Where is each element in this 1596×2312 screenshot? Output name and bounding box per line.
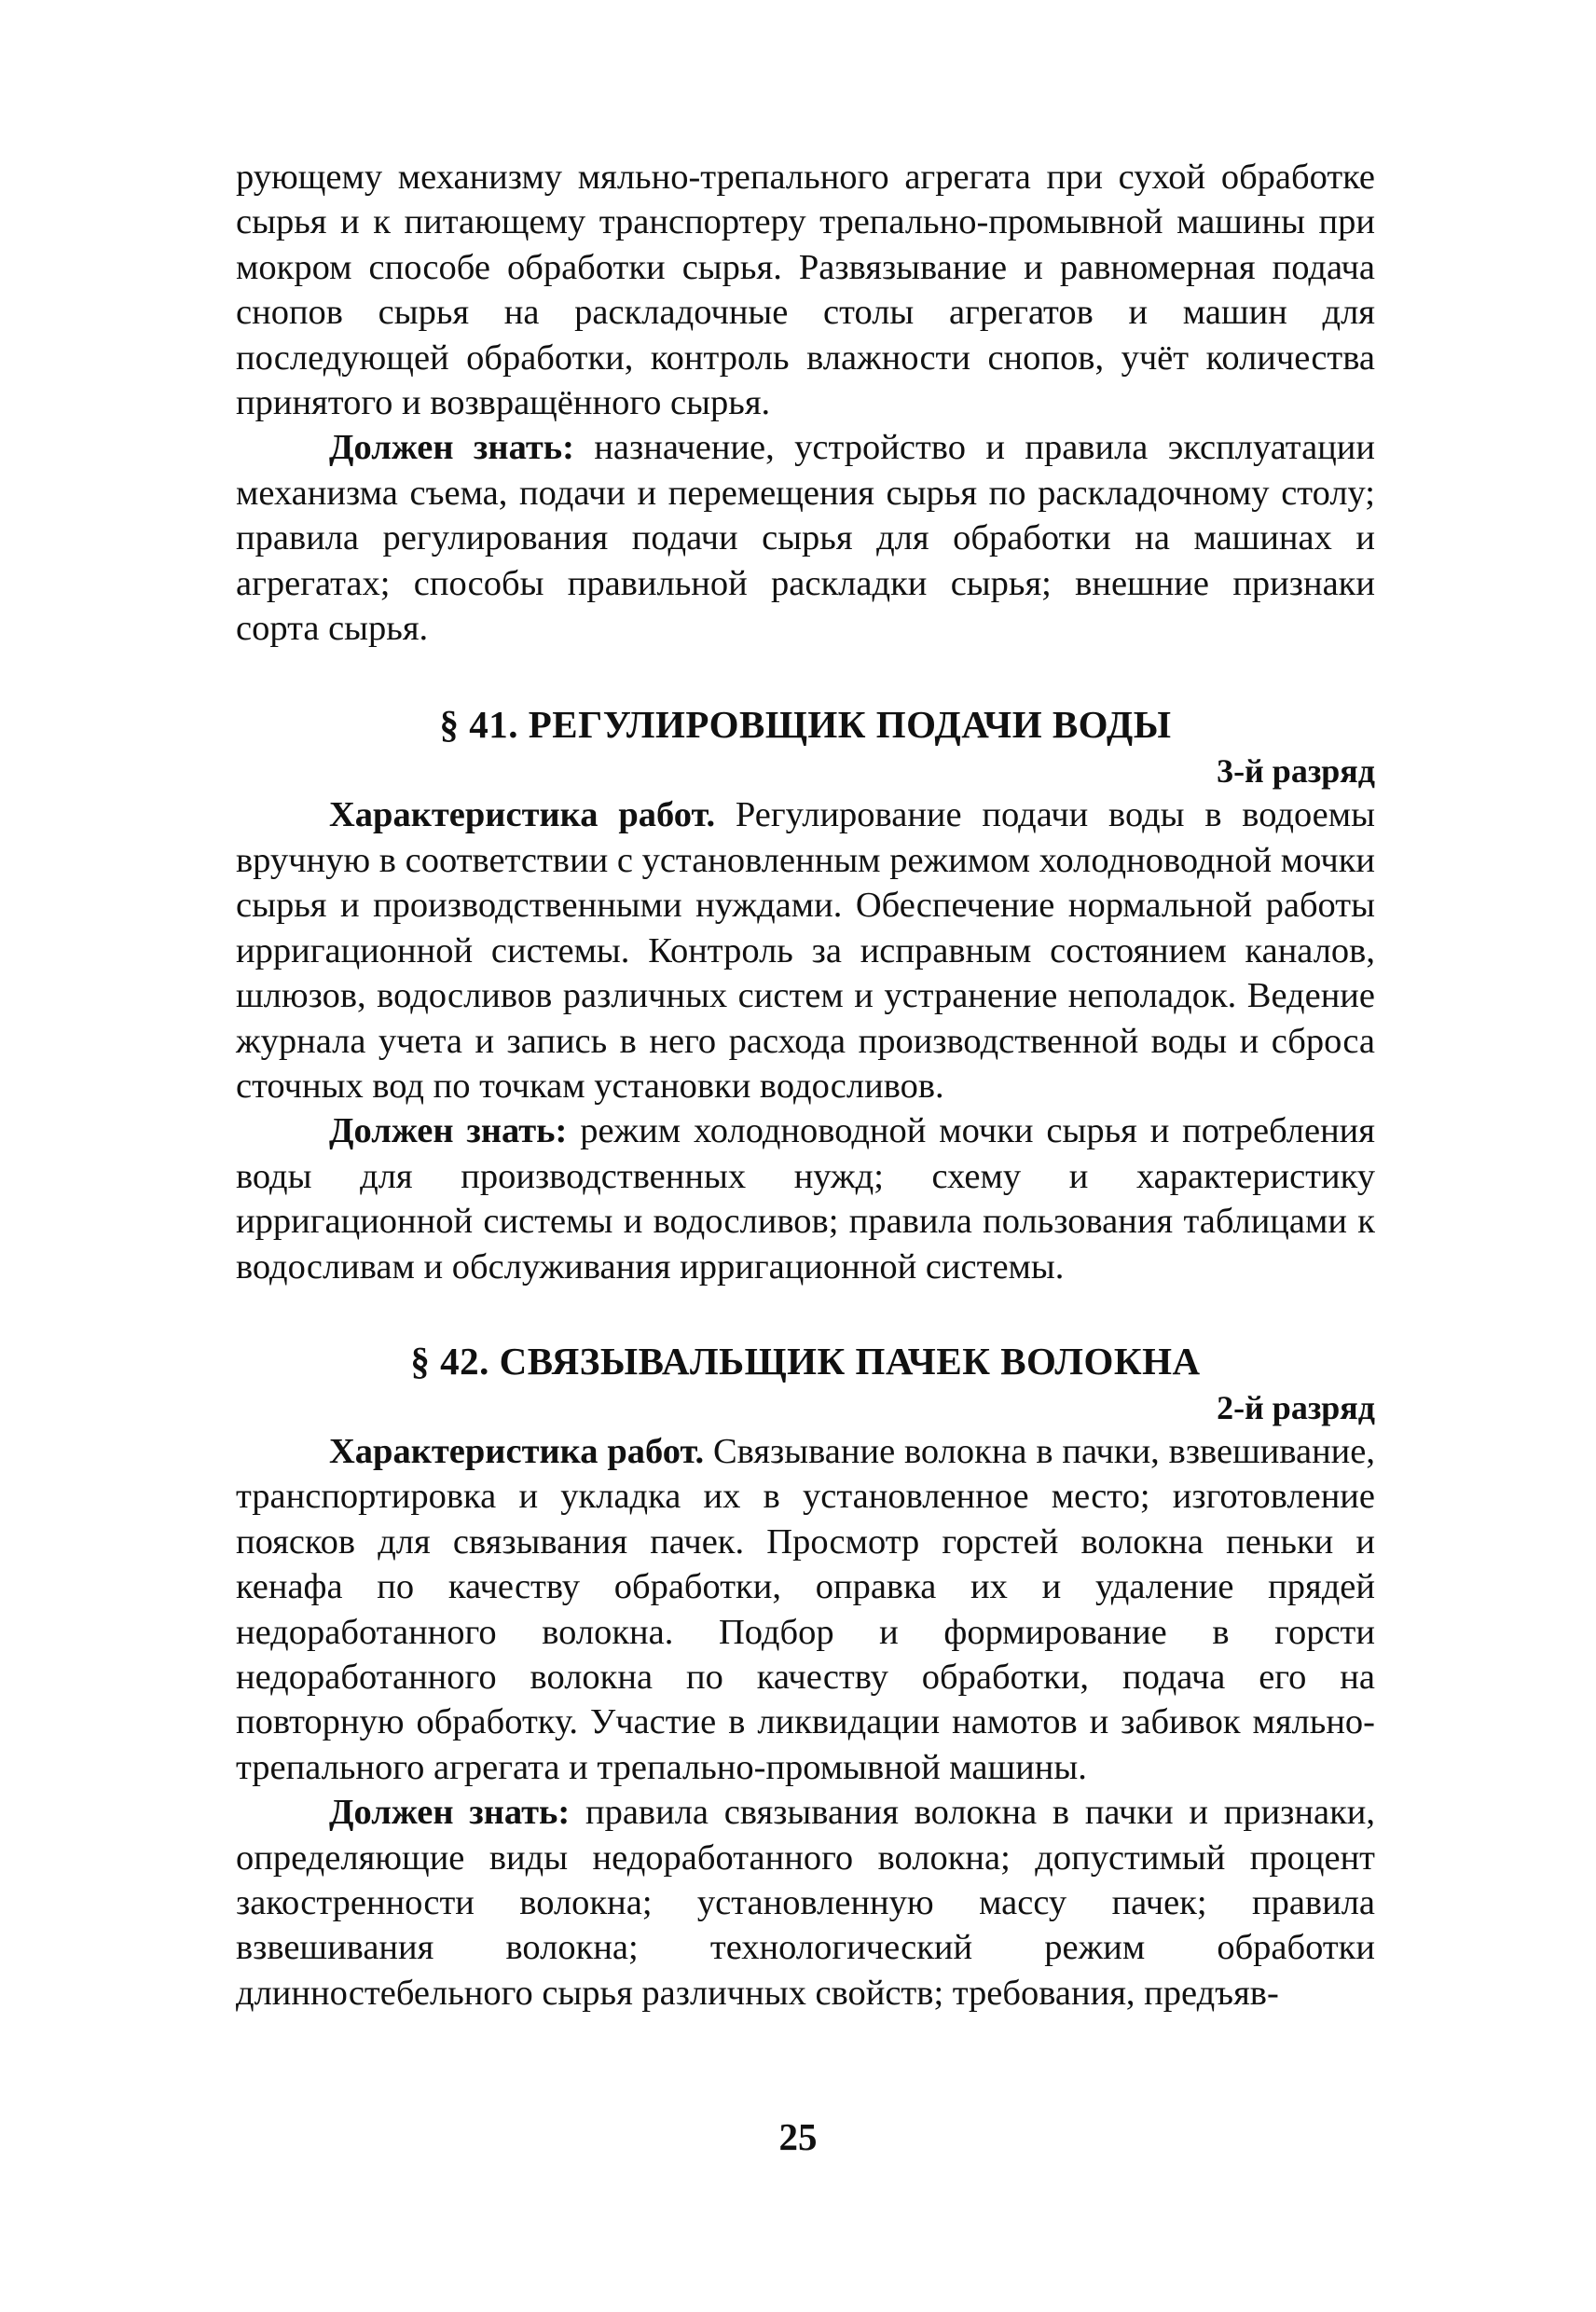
- section-42-knowledge-lead: Должен знать:: [329, 1793, 571, 1833]
- section-41-knowledge: [236, 1108, 1375, 1289]
- section-41-characteristics: [236, 792, 1375, 1108]
- section-42-characteristics-lead: Характеристика работ.: [329, 1431, 705, 1471]
- section-41-knowledge-text: режим холодноводной мочки сырья и потребления воды для производственных нужд; схему и характеристику ирригационной системы и водосливов; правила пользования таблицами к водосливам и обслуживания ирригационной системы.: [236, 1111, 1375, 1287]
- section-42-grade: 2-й разряд: [1217, 1388, 1375, 1426]
- intro-knowledge-paragraph: [236, 425, 1375, 651]
- section-41-knowledge-lead: Должен знать:: [329, 1111, 568, 1151]
- intro-text: рующему механизму мяльно-трепального агрегата при сухой обработке сырья и к питающему транспортеру трепально-промывной машины при мокром способе обработки сырья. Развязывание и равномерная подача снопов сырья на раскладочные столы агрегатов и машин для последующей обработки, контроль влажности снопов, учёт количества принятого и возвращённого сырья.: [236, 158, 1375, 423]
- intro-knowledge-text: назначение, устройство и правила эксплуатации механизма съема, подачи и перемещения сырья по раскладочному столу; правила регулирования подачи сырья для обработки на машинах и агрегатах; способы правильной раскладки сырья; внешние признаки сорта сырья.: [236, 428, 1375, 649]
- section-41-title: § 41. РЕГУЛИРОВЩИК ПОДАЧИ ВОДЫ: [439, 703, 1172, 747]
- page-number: 25: [778, 2115, 818, 2158]
- section-42-knowledge: [236, 1790, 1375, 2016]
- section-42-title: § 42. СВЯЗЫВАЛЬЩИК ПАЧЕК ВОЛОКНА: [410, 1339, 1201, 1383]
- section-41-grade: 3-й разряд: [1217, 752, 1375, 791]
- intro-knowledge-lead: Должен знать:: [329, 428, 574, 468]
- section-42-knowledge-text: правила связывания волокна в пачки и признаки, определяющие виды недоработанного волокна; допустимый процент закостренности волокна; установленную массу пачек; правила взвешивания волокна; технологический режим обработки длинностебельного сырья различных свойств; требования, предъяв-: [236, 1793, 1376, 2013]
- section-42-characteristics-text: Связывание волокна в пачки, взвешивание, транспортировка и укладка их в установленное место; изготовление поясков для связывания пачек. Просмотр горстей волокна пеньки и кенафа по качеству обработки, оправка их и удаление прядей недоработанного волокна. Подбор и формирование в горсти недоработанного волокна по качеству обработки, подача его на повторную обработку. Участие в ликвидации намотов и забивок мяльно-трепального агрегата и трепально-промывной машины.: [236, 1431, 1375, 1787]
- section-42-characteristics: [236, 1429, 1375, 1790]
- section-41-characteristics-lead: Характеристика работ.: [329, 795, 716, 835]
- intro-paragraph: [236, 155, 1375, 425]
- section-41-characteristics-text: Регулирование подачи воды в водоемы вручную в соответствии с установленным режимом холодноводной мочки сырья и производственными нуждами. Обеспечение нормальной работы ирригационной системы. Контроль за исправным состоянием каналов, шлюзов, водосливов различных систем и устранение неполадок. Ведение журнала учета и запись в него расхода производственной воды и сброса сточных вод по точкам установки водосливов.: [236, 795, 1375, 1106]
- page-body: [236, 155, 1375, 2016]
